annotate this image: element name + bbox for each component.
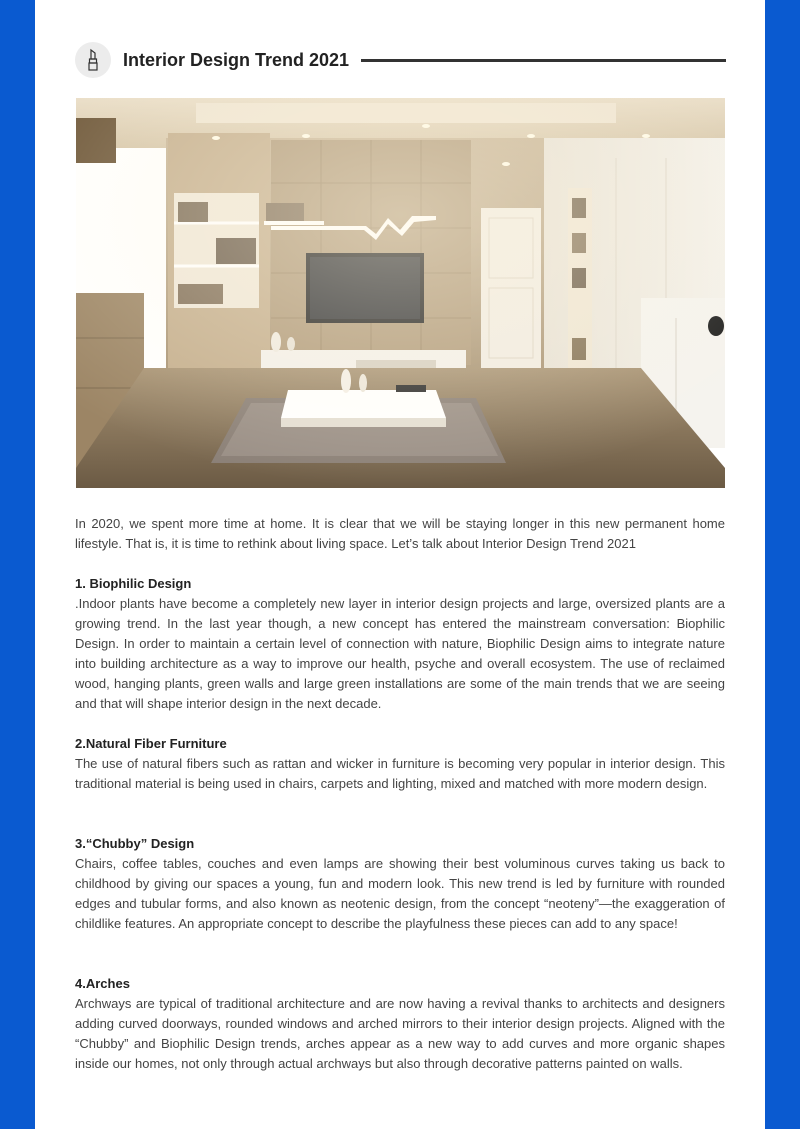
section-heading-natural-fiber: 2.Natural Fiber Furniture: [75, 736, 227, 751]
section-heading-biophilic: 1. Biophilic Design: [75, 576, 192, 591]
document-page: [35, 0, 765, 1129]
section-body-biophilic: .Indoor plants have become a completely new layer in interior design projects and large, oversized plants are a growing trend. In the last year though, a new concept has entered the mainstream conversation: Biophilic Design. In order to maintain a certain level of connection with nature, Biophilic Design aims to integrate nature into building architecture as a way to improve our health, psyche and overall ecosystem. The use of reclaimed wood, hanging plants, green walls and large green installations are some of the main trends that we are seeing and that will shape interior design in the next decade.: [75, 596, 725, 711]
lipstick-icon: [75, 42, 111, 78]
living-room-image: [76, 98, 725, 488]
section-heading-arches: 4.Arches: [75, 976, 130, 991]
title-divider: [361, 59, 726, 62]
article-body: [75, 514, 725, 1074]
section-body-arches: Archways are typical of traditional architecture and are now having a revival thanks to architects and designers adding curved doorways, rounded windows and arched mirrors to their interior design projects. Aligned with the “Chubby” and Biophilic Design trends, arches appear as a new way to add curves and more organic shapes inside our homes, not only through actual archways but also through decorative patterns painted on walls.: [75, 996, 725, 1071]
section-body-natural-fiber: The use of natural fibers such as rattan and wicker in furniture is becoming very popular in interior design. This traditional material is being used in chairs, carpets and lighting, mixed and matched with more modern design.: [75, 756, 725, 791]
section-heading-chubby: 3.“Chubby” Design: [75, 836, 195, 851]
section-header: [75, 40, 726, 80]
page-title: Interior Design Trend 2021: [123, 49, 350, 70]
intro-paragraph: In 2020, we spent more time at home. It is clear that we will be staying longer in this new permanent home lifestyle. That is, it is time to rethink about living space. Let’s talk about Interior Design Trend 2021: [75, 516, 725, 551]
section-body-chubby: Chairs, coffee tables, couches and even lamps are showing their best voluminous curves taking us back to childhood by giving our spaces a young, fun and modern look. This new trend is led by furniture with rounded edges and tubular forms, and also known as neotenic design, from the concept “neoteny”—the exaggeration of childlike features. An appropriate concept to describe the playfulness these pieces can add to any space!: [75, 856, 725, 931]
